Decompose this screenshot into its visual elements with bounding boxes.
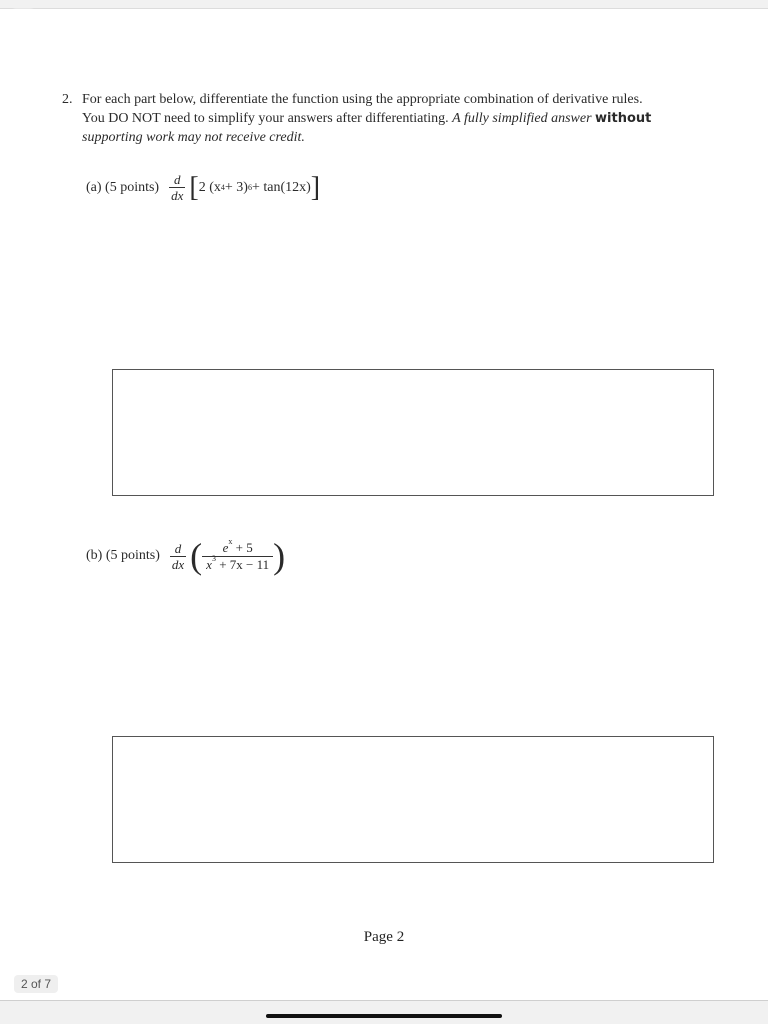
home-indicator-bar[interactable]	[266, 1014, 502, 1018]
part-a-label: (a) (5 points)	[86, 179, 160, 195]
page-number-label: Page 2	[363, 929, 405, 945]
instructions-line-3: supporting work may not receive credit.	[82, 130, 305, 145]
question-instructions	[82, 90, 722, 147]
instructions-line-2: You DO NOT need to simplify your answers after differentiating.	[82, 111, 453, 126]
instructions-line-1: For each part below, differentiate the function using the appropriate combination of derivative rules.	[82, 92, 643, 107]
answer-box-a[interactable]	[112, 369, 714, 496]
instructions-bold: without	[595, 111, 652, 126]
part-b	[86, 538, 285, 574]
part-b-fraction: $\frac{e^x + 5}{x^3 + 7x - 11}$	[202, 540, 273, 573]
answer-box-b[interactable]	[112, 736, 714, 863]
instructions-italic: A fully simplified answer	[452, 111, 596, 126]
part-b-derivative-operator: $\frac{d}{dx}$	[171, 540, 185, 572]
part-a-derivative-operator: $\frac{d}{dx}$	[171, 172, 184, 203]
part-a	[86, 172, 320, 203]
part-b-label: (b) (5 points)	[86, 548, 160, 563]
question-number: 2.	[62, 92, 73, 107]
part-a-expression: [ 2 (x 4 + 3) 6 + tan(12x) ]	[189, 171, 321, 203]
page-indicator: 2 of 7	[14, 975, 58, 993]
viewer-top-bar	[0, 0, 768, 9]
part-b-expression: ( $\frac{e^x + 5}{x^3 + 7x - 11}$ )	[190, 536, 286, 576]
